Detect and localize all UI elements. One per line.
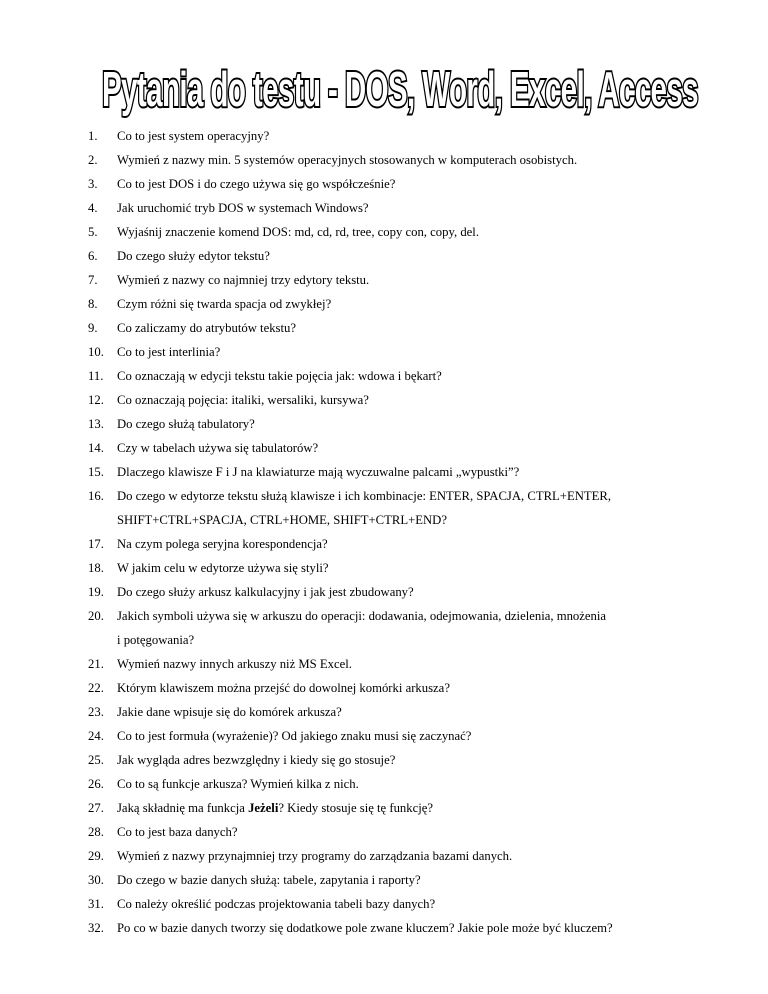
question-number: 19. — [88, 585, 104, 599]
question-text: Do czego służy arkusz kalkulacyjny i jak jest zbudowany? — [117, 585, 414, 599]
question-text: Jakich symboli używa się w arkuszu do operacji: dodawania, odejmowania, dzielenia, mnożenia — [117, 609, 607, 623]
question-text-part: Jaką składnię ma funkcja — [117, 801, 249, 815]
question-item — [88, 892, 648, 916]
question-text: Wymień z nazwy co najmniej trzy edytory tekstu. — [117, 273, 370, 287]
question-item — [88, 292, 648, 316]
question-number: 4. — [88, 201, 98, 215]
question-item — [88, 676, 648, 700]
question-number: 14. — [88, 441, 104, 455]
question-item — [88, 268, 648, 292]
question-item — [88, 388, 648, 412]
question-number: 24. — [88, 729, 104, 743]
question-text: Do czego służą tabulatory? — [117, 417, 255, 431]
question-item — [88, 580, 648, 604]
question-item — [88, 796, 648, 820]
question-number: 17. — [88, 537, 104, 551]
question-number: 7. — [88, 273, 98, 287]
question-text: Co to jest interlinia? — [117, 345, 221, 359]
question-number: 27. — [88, 801, 104, 815]
question-item — [88, 436, 648, 460]
question-number: 6. — [88, 249, 98, 263]
question-item — [88, 604, 648, 652]
question-text: Wymień z nazwy min. 5 systemów operacyjnych stosowanych w komputerach osobistych. — [117, 153, 578, 167]
question-number: 31. — [88, 897, 104, 911]
question-text-part: ? Kiedy stosuje się tę funkcję? — [278, 801, 434, 815]
question-text: Jak wygląda adres bezwzględny i kiedy się go stosuje? — [117, 753, 396, 767]
question-item — [88, 220, 648, 244]
question-text: Po co w bazie danych tworzy się dodatkowe pole zwane kluczem? Jakie pole może być kluczem? — [117, 921, 613, 935]
question-text: Wyjaśnij znaczenie komend DOS: md, cd, rd, tree, copy con, copy, del. — [117, 225, 480, 239]
question-number: 22. — [88, 681, 104, 695]
question-number: 2. — [88, 153, 98, 167]
question-text: Co to jest DOS i do czego używa się go współcześnie? — [117, 177, 396, 191]
question-text: Do czego w edytorze tekstu służą klawisze i ich kombinacje: ENTER, SPACJA, CTRL+ENTER, — [117, 489, 612, 503]
question-item — [88, 844, 648, 868]
question-text: Wymień z nazwy przynajmniej trzy programy do zarządzania bazami danych. — [117, 849, 513, 863]
question-number: 16. — [88, 489, 104, 503]
question-number: 11. — [88, 369, 104, 383]
question-text: Co to jest baza danych? — [117, 825, 238, 839]
question-item — [88, 748, 648, 772]
question-text: Jak uruchomić tryb DOS w systemach Windows? — [117, 201, 369, 215]
question-number: 21. — [88, 657, 104, 671]
question-text: W jakim celu w edytorze używa się styli? — [117, 561, 329, 575]
question-item — [88, 412, 648, 436]
question-item — [88, 652, 648, 676]
question-number: 29. — [88, 849, 104, 863]
question-text: Co oznaczają w edycji tekstu takie pojęcia jak: wdowa i bękart? — [117, 369, 442, 383]
question-item — [88, 340, 648, 364]
question-item — [88, 484, 648, 532]
question-item — [88, 172, 648, 196]
question-text: Jakie dane wpisuje się do komórek arkusza? — [117, 705, 342, 719]
page-title — [98, 50, 702, 128]
question-number: 3. — [88, 177, 98, 191]
question-item — [88, 460, 648, 484]
question-item — [88, 772, 648, 796]
question-number: 30. — [88, 873, 104, 887]
question-text: Na czym polega seryjna korespondencja? — [117, 537, 328, 551]
question-number: 12. — [88, 393, 104, 407]
question-number: 20. — [88, 609, 104, 623]
question-number: 25. — [88, 753, 104, 767]
question-number: 1. — [88, 129, 98, 143]
question-item — [88, 316, 648, 340]
question-item — [88, 820, 648, 844]
question-text: Wymień nazwy innych arkuszy niż MS Excel. — [117, 657, 352, 671]
question-item — [88, 556, 648, 580]
page-title-text: Pytania do testu - DOS, Word, Excel, Access — [102, 63, 698, 117]
question-text: Co to są funkcje arkusza? Wymień kilka z nich. — [117, 777, 359, 791]
question-item — [88, 724, 648, 748]
question-number: 15. — [88, 465, 104, 479]
question-text: Co to jest system operacyjny? — [117, 129, 270, 143]
question-text: Do czego służy edytor tekstu? — [117, 249, 270, 263]
question-number: 13. — [88, 417, 104, 431]
question-item — [88, 868, 648, 892]
question-text-continuation: SHIFT+CTRL+SPACJA, CTRL+HOME, SHIFT+CTRL+END? — [117, 513, 447, 527]
question-text: Co należy określić podczas projektowania tabeli bazy danych? — [117, 897, 436, 911]
question-number: 10. — [88, 345, 104, 359]
question-text-continuation: i potęgowania? — [117, 633, 195, 647]
question-item — [88, 124, 648, 148]
question-item — [88, 364, 648, 388]
question-number: 28. — [88, 825, 104, 839]
question-item — [88, 532, 648, 556]
question-list — [88, 124, 648, 940]
question-item — [88, 196, 648, 220]
question-text: Czym różni się twarda spacja od zwykłej? — [117, 297, 332, 311]
question-text — [117, 796, 648, 820]
question-item — [88, 700, 648, 724]
question-number: 5. — [88, 225, 98, 239]
question-text: Czy w tabelach używa się tabulatorów? — [117, 441, 319, 455]
question-text: Co oznaczają pojęcia: italiki, wersaliki, kursywa? — [117, 393, 369, 407]
question-number: 8. — [88, 297, 98, 311]
question-number: 26. — [88, 777, 104, 791]
question-item — [88, 244, 648, 268]
question-number: 32. — [88, 921, 104, 935]
question-item — [88, 916, 648, 940]
question-text: Co zaliczamy do atrybutów tekstu? — [117, 321, 296, 335]
question-number: 9. — [88, 321, 98, 335]
function-name-bold: Jeżeli — [248, 801, 279, 815]
question-number: 23. — [88, 705, 104, 719]
question-number: 18. — [88, 561, 104, 575]
question-text: Co to jest formuła (wyrażenie)? Od jakiego znaku musi się zaczynać? — [117, 729, 472, 743]
question-text: Dlaczego klawisze F i J na klawiaturze mają wyczuwalne palcami „wypustki”? — [117, 465, 520, 479]
question-text: Którym klawiszem można przejść do dowolnej komórki arkusza? — [117, 681, 450, 695]
question-item — [88, 148, 648, 172]
question-text: Do czego w bazie danych służą: tabele, zapytania i raporty? — [117, 873, 421, 887]
